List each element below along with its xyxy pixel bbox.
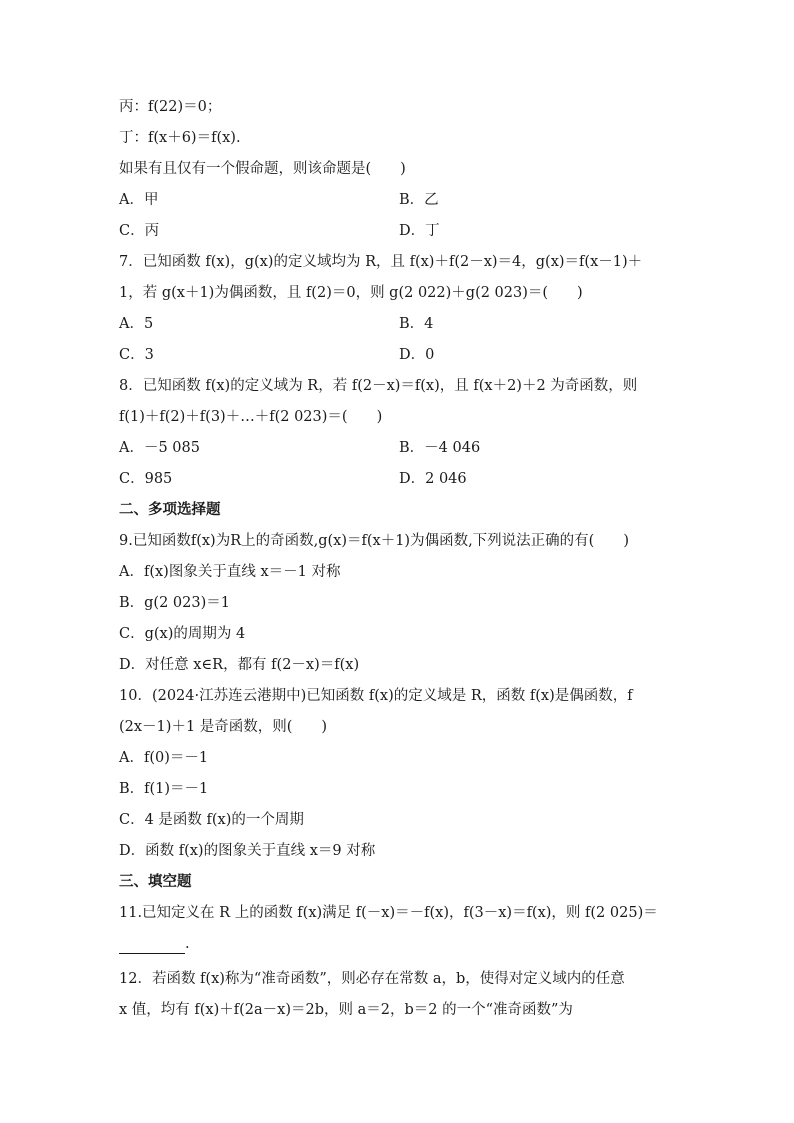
option-a: A．甲 (119, 192, 159, 208)
answer-blank (119, 939, 185, 954)
option-d: D．丁 (399, 223, 440, 239)
option-b: B．f(1)＝－1 (119, 781, 209, 797)
option-b: B．4 (399, 316, 434, 332)
option-a: A．f(x)图象关于直线 x＝－1 对称 (119, 564, 341, 580)
option-a: A．－5 085 (119, 440, 200, 456)
option-b: B．乙 (399, 192, 439, 208)
question-10-line-2: (2x－1)＋1 是奇函数，则( ) (119, 719, 328, 735)
option-a: A．5 (119, 316, 154, 332)
question-8-line-2: f(1)＋f(2)＋f(3)＋…＋f(2 023)＝( ) (119, 409, 383, 425)
option-c: C．3 (119, 347, 154, 363)
option-b: B．g(2 023)＝1 (119, 595, 230, 611)
option-d: D．0 (399, 347, 435, 363)
section-heading-fill-in: 三、填空题 (119, 873, 192, 890)
option-c: C．g(x)的周期为 4 (119, 626, 246, 642)
period: . (185, 936, 190, 952)
option-a: A．f(0)＝－1 (119, 750, 209, 766)
question-11-line-2 (119, 934, 190, 954)
option-d: D．对任意 x∈R，都有 f(2－x)＝f(x) (119, 657, 360, 673)
question-12-line-2: x 值，均有 f(x)＋f(2a－x)＝2b，则 a＝2，b＝2 的一个“准奇函数”为 (119, 1002, 573, 1018)
option-d: D．2 046 (399, 471, 467, 487)
section-heading-multiple-choice: 二、多项选择题 (119, 501, 221, 518)
statement-bing: 丙：f(22)＝0； (119, 99, 222, 115)
option-c: C．985 (119, 471, 173, 487)
question-8-line-1: 8．已知函数 f(x)的定义域为 R，若 f(2－x)＝f(x)，且 f(x＋2)＋2 为奇函数，则 (119, 378, 638, 394)
option-c: C．丙 (119, 223, 160, 239)
question-9-stem: 9.已知函数f(x)为R上的奇函数,g(x)＝f(x＋1)为偶函数,下列说法正确的有( ) (119, 533, 629, 549)
option-b: B．－4 046 (399, 440, 481, 456)
question-12-line-1: 12．若函数 f(x)称为“准奇函数”，则必存在常数 a，b，使得对定义域内的任意 (119, 971, 625, 987)
question-11-line-1: 11.已知定义在 R 上的函数 f(x)满足 f(－x)＝－f(x)，f(3－x)＝f(x)，则 f(2 025)＝ (119, 905, 658, 921)
question-7-line-2: 1，若 g(x＋1)为偶函数，且 f(2)＝0，则 g(2 022)＋g(2 023)＝( ) (119, 285, 583, 301)
question-10-line-1: 10．(2024·江苏连云港期中)已知函数 f(x)的定义域是 R，函数 f(x)是偶函数，f (119, 688, 633, 704)
statement-ding: 丁：f(x＋6)＝f(x). (119, 130, 241, 146)
option-c: C．4 是函数 f(x)的一个周期 (119, 812, 304, 828)
option-d: D．函数 f(x)的图象关于直线 x＝9 对称 (119, 843, 376, 859)
question-6-stem: 如果有且仅有一个假命题，则该命题是( ) (119, 161, 406, 177)
question-7-line-1: 7．已知函数 f(x)，g(x)的定义域均为 R，且 f(x)＋f(2－x)＝4，g(x)＝f(x－1)＋ (119, 254, 643, 270)
